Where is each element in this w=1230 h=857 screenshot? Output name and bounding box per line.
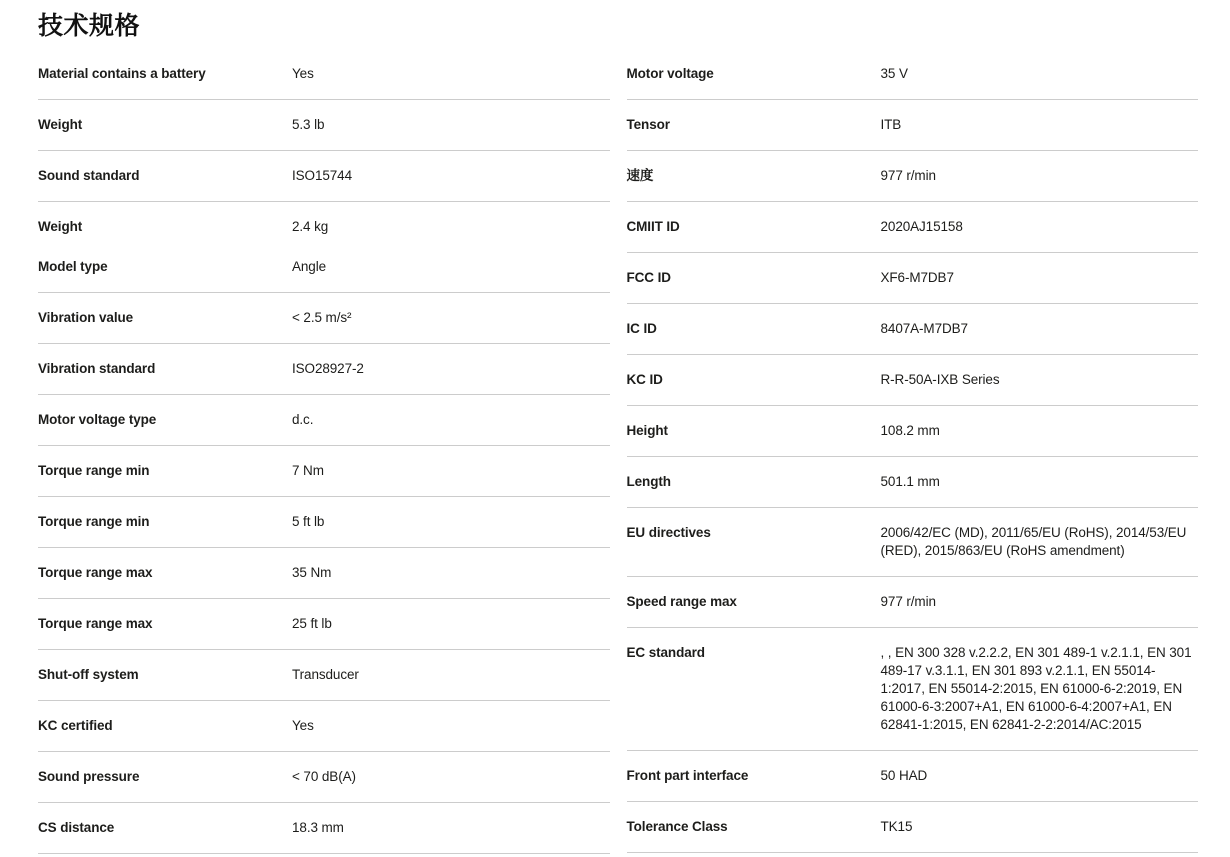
spec-row	[38, 202, 610, 293]
spec-label: Material contains a battery	[38, 66, 206, 81]
spec-row	[38, 446, 610, 497]
spec-value: d.c.	[292, 412, 314, 427]
spec-row	[38, 599, 610, 650]
spec-row	[627, 628, 1199, 751]
spec-pair	[38, 706, 610, 746]
spec-value: R-R-50A-IXB Series	[880, 372, 1000, 387]
spec-label: IC ID	[626, 321, 657, 336]
spec-value: Transducer	[292, 667, 359, 682]
spec-row	[38, 803, 610, 854]
spec-label: CS distance	[38, 820, 115, 835]
spec-label: Speed range max	[626, 594, 737, 609]
spec-pair	[627, 582, 1199, 622]
spec-pair	[38, 757, 610, 797]
spec-table-right	[627, 49, 1199, 854]
spec-label: Vibration standard	[38, 361, 156, 376]
spec-value: 50 HAD	[880, 768, 928, 783]
spec-label: Front part interface	[626, 768, 749, 783]
spec-pair	[627, 411, 1199, 451]
spec-pair	[627, 207, 1199, 247]
spec-row	[627, 406, 1199, 457]
spec-value: ISO28927-2	[292, 361, 364, 376]
spec-value: TK15	[880, 819, 913, 834]
spec-label: Tolerance Class	[626, 819, 728, 834]
spec-label: Tensor	[626, 117, 670, 132]
spec-pair	[627, 258, 1199, 298]
spec-row	[38, 650, 610, 701]
spec-row	[38, 548, 610, 599]
spec-pair	[38, 247, 610, 287]
page-title: 技术规格	[38, 12, 141, 40]
spec-pair	[38, 400, 610, 440]
spec-value: 2006/42/EC (MD), 2011/65/EU (RoHS), 2014/53/EU (RED), 2015/863/EU (RoHS amendment)	[880, 525, 1187, 558]
spec-row	[627, 304, 1199, 355]
spec-label: EC standard	[626, 645, 705, 660]
spec-row	[38, 701, 610, 752]
spec-value: ITB	[880, 117, 902, 132]
spec-row	[627, 49, 1199, 100]
spec-value: , , EN 300 328 v.2.2.2, EN 301 489-1 v.2.1.1, EN 301 489-17 v.3.1.1, EN 301 893 v.2.1.1, EN 55014-1:2017, EN 55014-2:2015, EN 61000-6-2:2019, EN 61000-6-3:2007+A1, EN 61000-6-4:2007+A1, EN 62841-1:2015, EN 62841-2-2:2014/AC:2015	[880, 645, 1192, 732]
spec-label: Sound standard	[38, 168, 140, 183]
spec-table-left	[38, 49, 610, 854]
spec-pair	[627, 309, 1199, 349]
spec-row	[627, 100, 1199, 151]
spec-label: Weight	[38, 117, 83, 132]
spec-pair	[627, 807, 1199, 847]
spec-row	[38, 100, 610, 151]
spec-row	[38, 49, 610, 100]
spec-label: Motor voltage	[626, 66, 714, 81]
spec-value: 5 ft lb	[292, 514, 325, 529]
spec-pair	[38, 604, 610, 644]
spec-value: Angle	[292, 259, 327, 274]
spec-pair	[38, 298, 610, 338]
spec-pair	[38, 655, 610, 695]
spec-pair	[627, 462, 1199, 502]
spec-row	[627, 253, 1199, 304]
spec-row	[627, 751, 1199, 802]
spec-label: 速度	[626, 168, 654, 183]
spec-row	[38, 395, 610, 446]
spec-value: 2020AJ15158	[880, 219, 963, 234]
spec-pair	[38, 207, 610, 247]
spec-row	[627, 802, 1199, 853]
spec-pair	[38, 502, 610, 542]
spec-label: Torque range max	[38, 616, 153, 631]
spec-value: 501.1 mm	[880, 474, 940, 489]
spec-tables	[38, 49, 1198, 854]
spec-label: Torque range max	[38, 565, 153, 580]
spec-value: 977 r/min	[880, 168, 936, 183]
spec-label: KC ID	[626, 372, 663, 387]
spec-row	[627, 457, 1199, 508]
spec-value: 7 Nm	[292, 463, 324, 478]
spec-value: 35 Nm	[292, 565, 332, 580]
spec-label: Model type	[38, 259, 108, 274]
spec-pair	[627, 105, 1199, 145]
spec-value: 5.3 lb	[292, 117, 325, 132]
spec-label: Sound pressure	[38, 769, 140, 784]
spec-row	[38, 497, 610, 548]
spec-pair	[38, 54, 610, 94]
spec-pair	[38, 553, 610, 593]
spec-pair	[38, 156, 610, 196]
spec-label: Length	[626, 474, 671, 489]
spec-label: Motor voltage type	[38, 412, 157, 427]
spec-value: 108.2 mm	[880, 423, 940, 438]
spec-value: Yes	[292, 66, 314, 81]
spec-value: 25 ft lb	[292, 616, 332, 631]
spec-value: 977 r/min	[880, 594, 936, 609]
spec-pair	[38, 105, 610, 145]
spec-row	[38, 293, 610, 344]
spec-pair	[38, 349, 610, 389]
spec-value: 8407A-M7DB7	[880, 321, 968, 336]
spec-pair	[627, 513, 1199, 571]
spec-label: Shut-off system	[38, 667, 139, 682]
spec-label: EU directives	[626, 525, 711, 540]
spec-row	[38, 752, 610, 803]
spec-row	[38, 151, 610, 202]
spec-label: Height	[626, 423, 668, 438]
spec-pair	[38, 451, 610, 491]
spec-value: 18.3 mm	[292, 820, 344, 835]
spec-pair	[627, 633, 1199, 745]
spec-value: XF6-M7DB7	[880, 270, 954, 285]
spec-label: KC certified	[38, 718, 113, 733]
spec-label: Torque range min	[38, 463, 150, 478]
spec-label: CMIIT ID	[626, 219, 680, 234]
spec-row	[627, 577, 1199, 628]
spec-pair	[38, 808, 610, 848]
spec-label: Weight	[38, 219, 83, 234]
spec-row	[627, 151, 1199, 202]
spec-row	[627, 508, 1199, 577]
spec-value: < 2.5 m/s²	[292, 310, 352, 325]
spec-value: < 70 dB(A)	[292, 769, 356, 784]
spec-label: FCC ID	[626, 270, 671, 285]
spec-row	[627, 202, 1199, 253]
spec-row	[627, 355, 1199, 406]
spec-row	[38, 344, 610, 395]
spec-pair	[627, 756, 1199, 796]
spec-pair	[627, 156, 1199, 196]
spec-pair	[627, 54, 1199, 94]
spec-label: Vibration value	[38, 310, 134, 325]
spec-value: ISO15744	[292, 168, 352, 183]
spec-label: Torque range min	[38, 514, 150, 529]
spec-value: 2.4 kg	[292, 219, 329, 234]
spec-value: 35 V	[880, 66, 908, 81]
spec-pair	[627, 360, 1199, 400]
spec-value: Yes	[292, 718, 314, 733]
